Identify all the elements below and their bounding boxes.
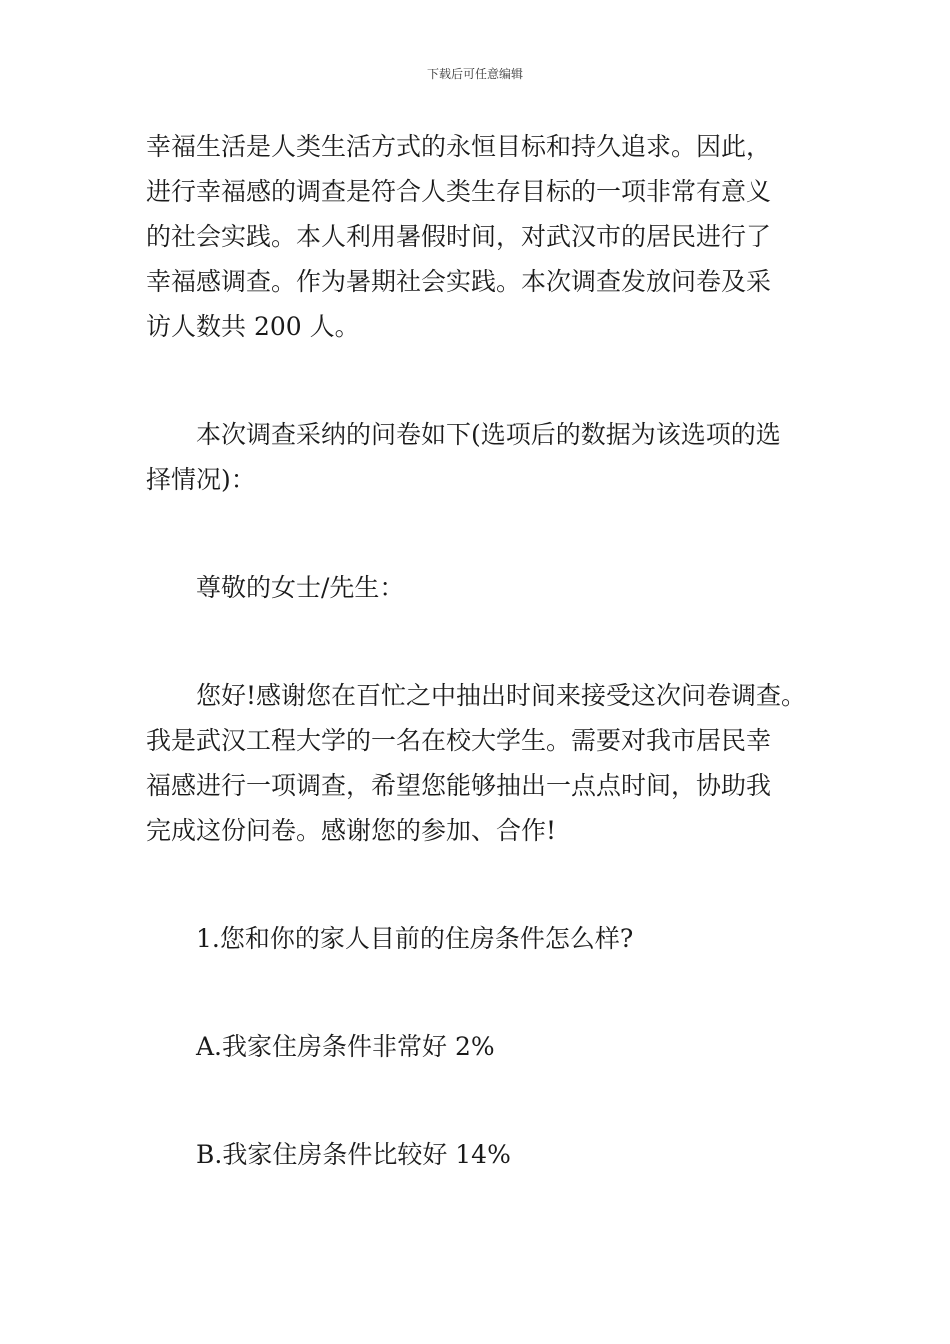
text-line: 福感进行一项调查，希望您能够抽出一点点时间，协助我 xyxy=(146,771,772,800)
text-line: 您好!感谢您在百忙之中抽出时间来接受这次问卷调查。 xyxy=(196,681,807,710)
text-line: 进行幸福感的调查是符合人类生存目标的一项非常有意义 xyxy=(146,177,772,206)
document-body xyxy=(146,124,816,1177)
page-header: 下载后可任意编辑 xyxy=(426,67,523,81)
questionnaire-intro-paragraph xyxy=(146,412,816,502)
text-line: 本次调查采纳的问卷如下(选项后的数据为该选项的选 xyxy=(196,420,781,449)
text-line: 幸福感调查。作为暑期社会实践。本次调查发放问卷及采 xyxy=(146,267,772,296)
text-line: A.我家住房条件非常好 2% xyxy=(196,1032,495,1061)
text-line: 择情况)： xyxy=(146,465,256,494)
text-line: 1.您和你的家人目前的住房条件怎么样? xyxy=(196,924,634,953)
option-b xyxy=(146,1132,816,1177)
text-line: 完成这份问卷。感谢您的参加、合作! xyxy=(146,816,557,845)
text-line: 尊敬的女士/先生： xyxy=(196,573,405,602)
intro-paragraph xyxy=(146,124,816,349)
question-1 xyxy=(146,916,816,961)
greeting-paragraph xyxy=(146,673,816,853)
salutation-paragraph xyxy=(146,565,816,610)
text-line: 的社会实践。本人利用暑假时间，对武汉市的居民进行了 xyxy=(146,222,772,251)
option-a xyxy=(146,1024,816,1069)
text-line: 幸福生活是人类生活方式的永恒目标和持久追求。因此， xyxy=(146,132,772,161)
text-line: 我是武汉工程大学的一名在校大学生。需要对我市居民幸 xyxy=(146,726,772,755)
text-line: 访人数共 200 人。 xyxy=(146,312,360,341)
text-line: B.我家住房条件比较好 14% xyxy=(196,1140,511,1169)
